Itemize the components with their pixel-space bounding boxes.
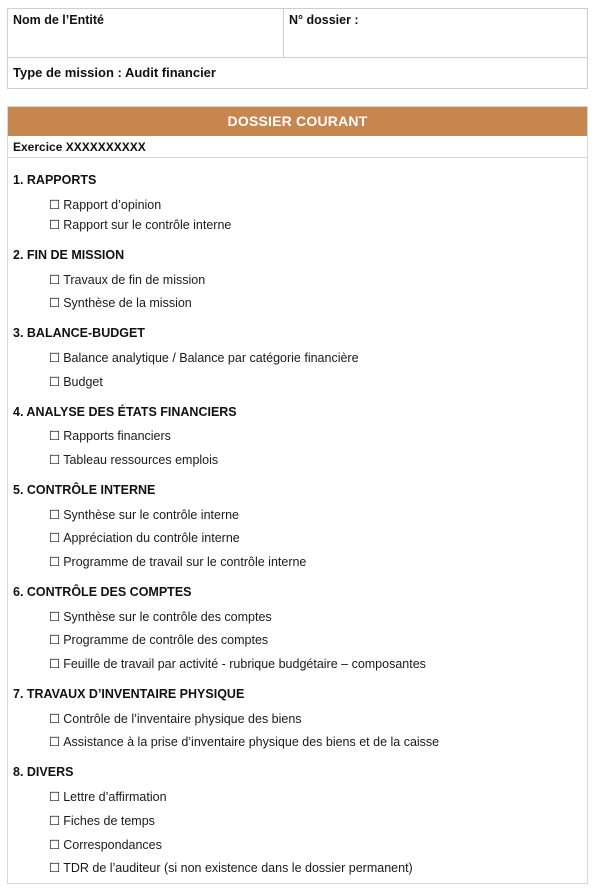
checklist-item-label: Rapports financiers: [63, 429, 171, 443]
checklist-item[interactable]: [49, 656, 426, 671]
checklist-item-label: Appréciation du contrôle interne: [63, 531, 240, 545]
checkbox-icon[interactable]: ☐: [49, 712, 61, 726]
checklist-item[interactable]: [49, 507, 239, 522]
checkbox-icon[interactable]: ☐: [49, 814, 61, 828]
checkbox-icon[interactable]: ☐: [49, 429, 61, 443]
section-title: 7. TRAVAUX D’INVENTAIRE PHYSIQUE: [13, 687, 245, 701]
checklist-item[interactable]: [49, 837, 162, 852]
checkbox-icon[interactable]: ☐: [49, 198, 61, 212]
checkbox-icon[interactable]: ☐: [49, 273, 61, 287]
checkbox-icon[interactable]: ☐: [49, 610, 61, 624]
checklist-item-label: Contrôle de l’inventaire physique des biens: [63, 712, 302, 726]
checkbox-icon[interactable]: ☐: [49, 790, 61, 804]
checklist-item-label: Synthèse sur le contrôle interne: [63, 508, 240, 522]
checklist-item[interactable]: [49, 350, 359, 365]
section-title: 3. BALANCE-BUDGET: [13, 326, 145, 340]
checklist-item-label: Balance analytique / Balance par catégorie financière: [63, 351, 359, 365]
checkbox-icon[interactable]: ☐: [49, 375, 61, 389]
checklist-item-label: Programme de contrôle des comptes: [63, 633, 269, 647]
checklist-item[interactable]: [49, 632, 268, 647]
checklist-item-label: Synthèse de la mission: [63, 296, 192, 310]
checkbox-icon[interactable]: ☐: [49, 633, 61, 647]
mission-type-cell: Type de mission : Audit financier: [13, 65, 216, 80]
checkbox-icon[interactable]: ☐: [49, 218, 61, 232]
checkbox-icon[interactable]: ☐: [49, 657, 61, 671]
checklist-item[interactable]: [49, 374, 103, 389]
dossier-banner: DOSSIER COURANT: [8, 107, 587, 136]
checklist-item[interactable]: [49, 860, 413, 875]
dossier-courant-panel: [7, 106, 588, 884]
checklist-item[interactable]: [49, 554, 306, 569]
checkbox-icon[interactable]: ☐: [49, 531, 61, 545]
header-table: [7, 8, 588, 89]
section-title: 2. FIN DE MISSION: [13, 248, 125, 262]
section-title: 5. CONTRÔLE INTERNE: [13, 483, 156, 497]
checklist-item-label: Rapport d’opinion: [63, 198, 162, 212]
checkbox-icon[interactable]: ☐: [49, 555, 61, 569]
checklist-item[interactable]: [49, 530, 240, 545]
checkbox-icon[interactable]: ☐: [49, 735, 61, 749]
checklist-item-label: Programme de travail sur le contrôle interne: [63, 555, 307, 569]
checklist-item[interactable]: [49, 711, 302, 726]
checkbox-icon[interactable]: ☐: [49, 861, 61, 875]
checkbox-icon[interactable]: ☐: [49, 351, 61, 365]
dossier-number-cell: N° dossier :: [289, 13, 359, 27]
checklist-item[interactable]: [49, 789, 167, 804]
checklist-item[interactable]: [49, 197, 161, 212]
checklist-item[interactable]: [49, 734, 439, 749]
exercice-label: Exercice XXXXXXXXXX: [8, 136, 587, 158]
section-title: 6. CONTRÔLE DES COMPTES: [13, 585, 192, 599]
checkbox-icon[interactable]: ☐: [49, 838, 61, 852]
checklist-item-label: Tableau ressources emplois: [63, 453, 219, 467]
entity-name-cell: Nom de l’Entité: [8, 9, 284, 57]
checklist-item[interactable]: [49, 452, 218, 467]
checklist-item-label: TDR de l’auditeur (si non existence dans le dossier permanent): [63, 861, 413, 875]
checklist-item[interactable]: [49, 813, 155, 828]
checklist-item-label: Rapport sur le contrôle interne: [63, 218, 232, 232]
checklist-item-label: Correspondances: [63, 838, 162, 852]
checklist-item-label: Assistance à la prise d’inventaire physique des biens et de la caisse: [63, 735, 440, 749]
checklist-item[interactable]: [49, 272, 205, 287]
checklist-item-label: Travaux de fin de mission: [63, 273, 206, 287]
checklist-item[interactable]: [49, 609, 272, 624]
checkbox-icon[interactable]: ☐: [49, 296, 61, 310]
checklist-item-label: Synthèse sur le contrôle des comptes: [63, 610, 272, 624]
header-row: [8, 9, 587, 58]
section-title: 1. RAPPORTS: [13, 173, 97, 187]
checklist-item-label: Feuille de travail par activité - rubrique budgétaire – composantes: [63, 657, 426, 671]
checkbox-icon[interactable]: ☐: [49, 508, 61, 522]
checklist-item[interactable]: [49, 217, 231, 232]
section-title: 4. ANALYSE DES ÉTATS FINANCIERS: [13, 405, 237, 419]
checklist-item-label: Fiches de temps: [63, 814, 155, 828]
checklist-item[interactable]: [49, 295, 192, 310]
section-title: 8. DIVERS: [13, 765, 74, 779]
checklist-item[interactable]: [49, 428, 171, 443]
checkbox-icon[interactable]: ☐: [49, 453, 61, 467]
checklist-item-label: Budget: [63, 375, 103, 389]
checklist-item-label: Lettre d’affirmation: [63, 790, 167, 804]
